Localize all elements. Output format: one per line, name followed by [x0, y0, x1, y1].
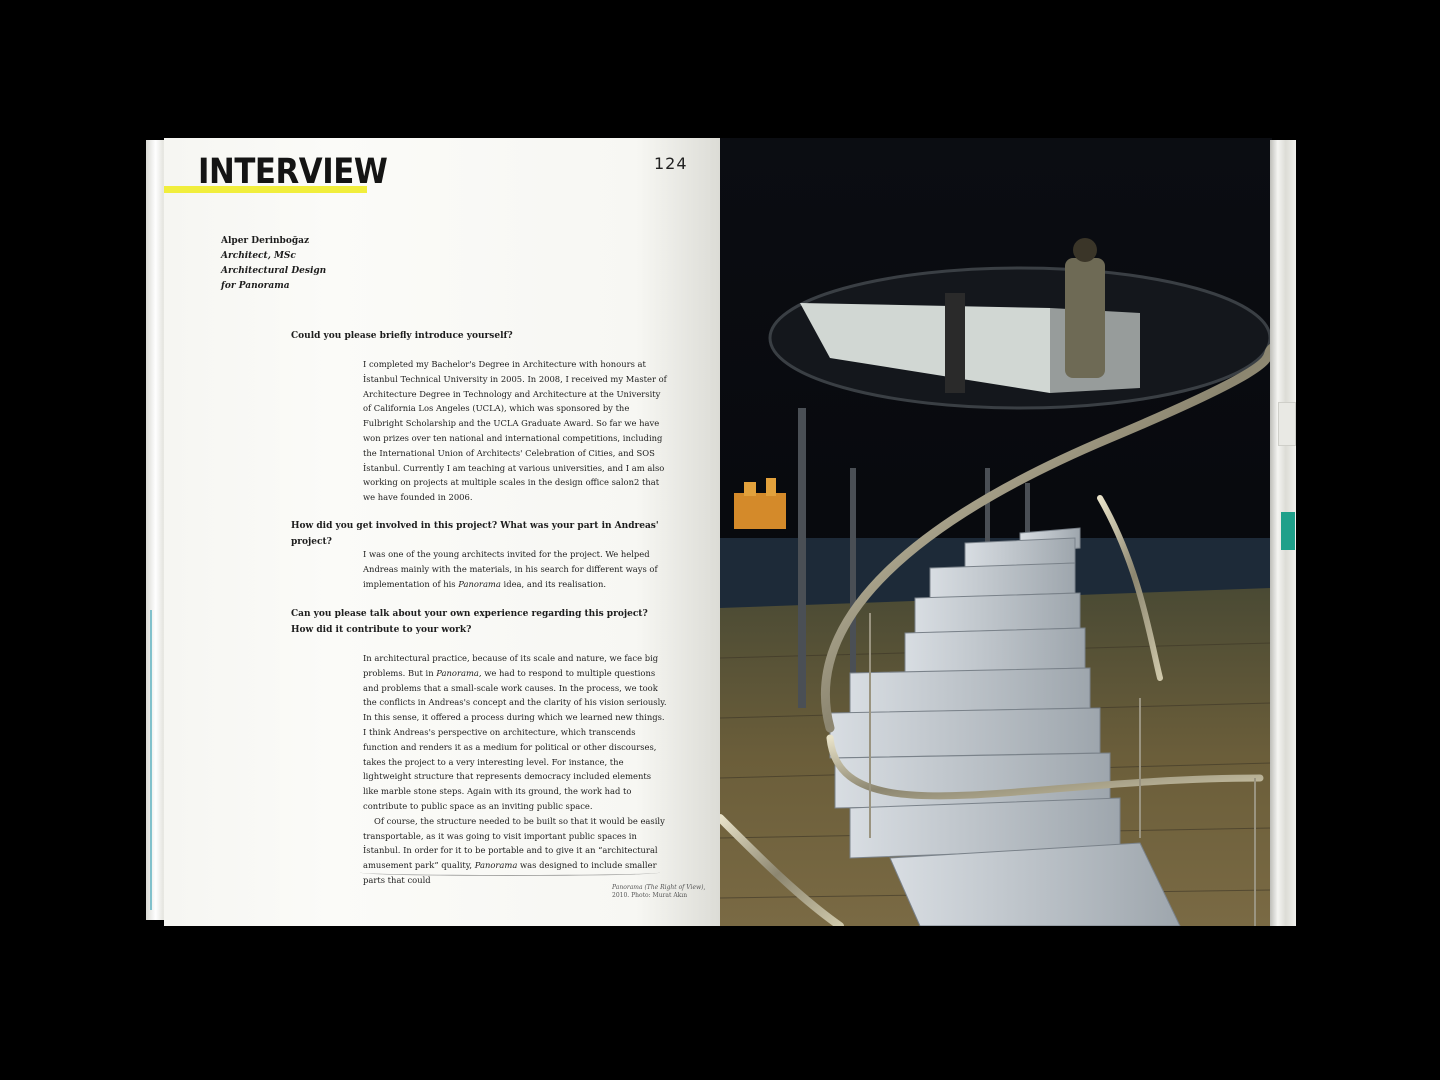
page-number: 124 [654, 154, 688, 173]
answer-4-text-b: was designed to include smaller parts that could [363, 860, 657, 885]
person-figure-2 [945, 293, 965, 393]
author-block [221, 234, 326, 294]
question-2: How did you get involved in this project? What was your part in Andreas' project? [291, 521, 659, 547]
answer-3-emphasis: Panorama, [436, 667, 482, 678]
left-page [164, 138, 720, 926]
staircase-photo [720, 138, 1272, 926]
page-marker-tab-green [1281, 512, 1295, 550]
author-role-line1: Architectural Design [221, 266, 327, 276]
answer-2-text-a: I was one of the young architects invited for the project. We helped Andreas mainly with the materials, in his search for different ways of implementation of his [363, 549, 658, 589]
answer-4-text-a: Of course, the structure needed to be built so that it would be easily transportable, as it was going to visit important public spaces in İstanbul. In order for it to be portable and to give it an “architectural amusement park” quality, [363, 815, 665, 871]
answer-4-emphasis: Panorama [474, 860, 518, 871]
caption-title: Panorama (The Right of View), [612, 884, 706, 891]
answer-2-emphasis: Panorama [458, 578, 501, 589]
answer-3-text-a: In architectural practice, because of its scale and nature, we face big problems. But in [363, 653, 659, 678]
distant-building [734, 493, 786, 529]
answer-3-text-b: we had to respond to multiple questions and problems that a small-scale work causes. In the process, we took the conflicts in Andreas's concept and the clarity of his vision seriously. In this sense, it offered a process during which we learned new things. I think Andreas's perspective on architecture, which transcends function and renders it as a medium for political or other discourses, takes the project to a very interesting level. For instance, the lightweight structure that represents democracy included elements like marble stone steps. Again with its ground, the work had to contribute to public space as an inviting public space. [363, 667, 667, 811]
caption-credit: 2010. Photo: Murat Akın [612, 892, 688, 899]
section-title: INTERVIEW [198, 152, 388, 192]
question-3: Can you please talk about your own experience regarding this project? How did it contribute to your work? [291, 609, 648, 635]
answer-1-text: I completed my Bachelor's Degree in Architecture with honours at İstanbul Technical University in 2005. In 2008, I received my Master of Architecture Degree in Technology and Architecture at the University of California Los Angeles (UCLA), which was sponsored by the Fulbright Scholarship and the UCLA Graduate Award. So far we have won prizes over ten national and international competitions, including the International Union of Architects' Celebration of Cities, and SOS İstanbul. Currently I am teaching at various universities, and I am also working on projects at multiple scales in the design office salon2 that we have founded in 2006. [363, 359, 667, 503]
answer-1 [363, 357, 667, 505]
answer-2-text-b: idea, and its realisation. [500, 578, 607, 589]
author-name: Alper Derinboğaz [221, 236, 310, 246]
author-role-line2: for Panorama [221, 281, 290, 291]
person-figure [1065, 258, 1105, 378]
question-1: Could you please briefly introduce yourself? [291, 331, 513, 341]
answer-2 [363, 547, 667, 591]
author-title: Architect, MSc [221, 251, 296, 261]
photo-caption [612, 884, 712, 900]
pencil-underline-mark [360, 869, 660, 876]
page-marker-tab-white [1278, 402, 1296, 446]
answer-3 [363, 651, 667, 888]
staircase-photo-illustration [720, 138, 1272, 926]
